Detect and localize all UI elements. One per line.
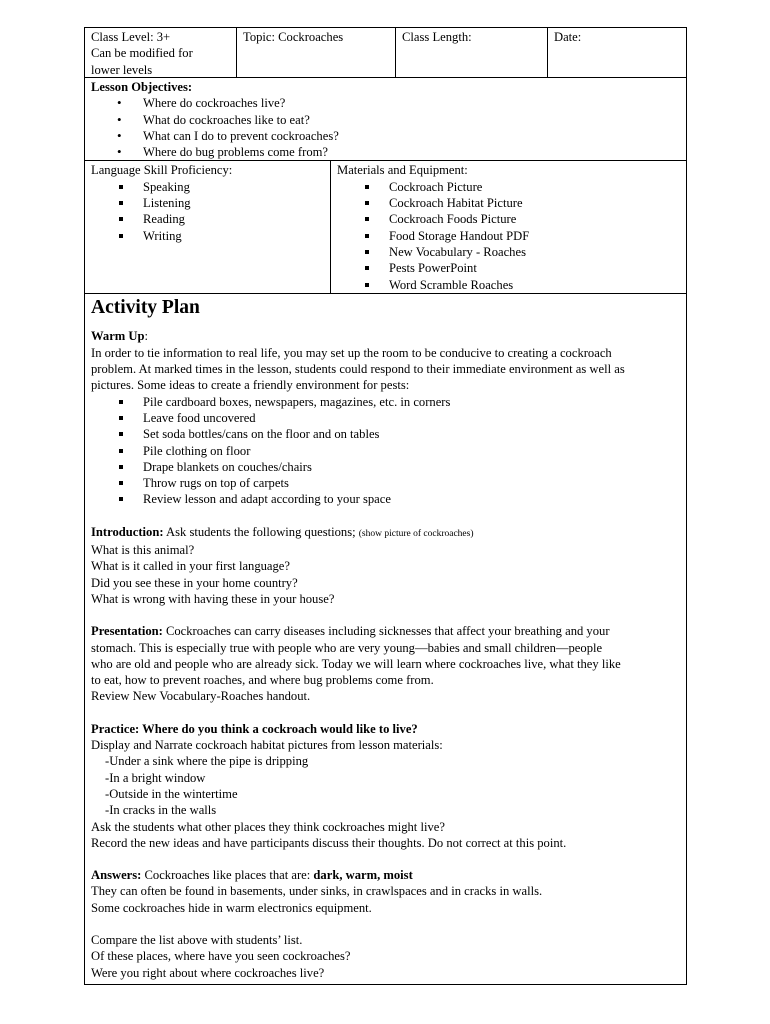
class-length-cell [395, 28, 547, 77]
list-item: New Vocabulary - Roaches [337, 244, 680, 260]
date-cell [547, 28, 686, 77]
topic-cell [236, 28, 395, 77]
answers-text: They can often be found in basements, under sinks, in crawlspaces and in cracks in walls. [91, 884, 543, 899]
practice-text: Ask the students what other places they think cockroaches might live? [91, 819, 445, 834]
activity-cell [85, 294, 686, 984]
list-item: Throw rugs on top of carpets [91, 475, 680, 491]
list-item: Drape blankets on couches/chairs [91, 459, 680, 475]
header-row [84, 27, 687, 78]
list-item: • Where do cockroaches live? [91, 95, 680, 111]
answers-label: Answers: [91, 868, 142, 883]
warmup-colon: : [144, 329, 149, 344]
question-line: What is this animal? [91, 543, 195, 558]
class-length-label: Class Length: [402, 30, 472, 44]
list-item: Food Storage Handout PDF [337, 228, 680, 244]
warmup-text: problem. At marked times in the lesson, students could respond to their immediate environment as well as [91, 362, 625, 377]
lesson-plan-document [84, 27, 687, 985]
list-item: Leave food uncovered [91, 410, 680, 426]
activity-title: Activity Plan [91, 297, 200, 319]
list-item: • What do cockroaches like to eat? [91, 112, 680, 128]
presentation-text: stomach. This is especially true with people who are very young—babies and small children—people [91, 640, 603, 655]
list-item: Writing [91, 228, 324, 244]
language-cell [85, 161, 330, 293]
list-item: Pile cardboard boxes, newspapers, magazines, etc. in corners [91, 394, 680, 410]
list-item: Set soda bottles/cans on the floor and on tables [91, 426, 680, 442]
practice-text: Display and Narrate cockroach habitat pictures from lesson materials: [91, 738, 443, 753]
topic-label: Topic: Cockroaches [243, 30, 344, 44]
practice-item: -In a bright window [105, 770, 206, 785]
objectives-list [91, 95, 680, 160]
introduction-heading [91, 524, 680, 542]
compare-text: Of these places, where have you seen cockroaches? [91, 949, 351, 964]
presentation-heading [91, 623, 680, 639]
class-level-note: Can be modified for [91, 46, 193, 61]
warmup-list [91, 394, 680, 508]
compare-text: Compare the list above with students’ list. [91, 932, 303, 947]
list-item: Pests PowerPoint [337, 260, 680, 276]
answers-text: Cockroaches like places that are: [141, 868, 314, 883]
answers-text: Some cockroaches hide in warm electronics equipment. [91, 900, 372, 915]
list-item: Review lesson and adapt according to your space [91, 491, 680, 507]
question-line: What is wrong with having these in your house? [91, 591, 335, 606]
skills-materials-row [84, 161, 687, 294]
date-label: Date: [554, 30, 582, 44]
language-title: Language Skill Proficiency: [91, 163, 233, 178]
presentation-text: who are old and people who are already sick. Today we will learn where cockroaches live, what they like [91, 656, 621, 671]
practice-item: -Outside in the wintertime [105, 786, 238, 801]
answers-heading [91, 867, 680, 883]
warmup-heading [91, 328, 680, 344]
presentation-text: Review New Vocabulary-Roaches handout. [91, 689, 311, 704]
list-item: • Where do bug problems come from? [91, 144, 680, 160]
warmup-text: pictures. Some ideas to create a friendly environment for pests: [91, 378, 410, 393]
materials-cell [330, 161, 686, 293]
introduction-note: (show picture of cockroaches) [358, 528, 474, 539]
answers-bold: dark, warm, moist [313, 868, 413, 883]
list-item: Speaking [91, 179, 324, 195]
practice-item: -In cracks in the walls [105, 803, 217, 818]
language-list [91, 179, 324, 244]
list-item: Cockroach Habitat Picture [337, 195, 680, 211]
list-item: • What can I do to prevent cockroaches? [91, 128, 680, 144]
question-line: What is it called in your first language? [91, 559, 290, 574]
presentation-label: Presentation: [91, 624, 163, 639]
practice-heading: Practice: Where do you think a cockroach would like to live? [91, 721, 418, 736]
question-line: Did you see these in your home country? [91, 575, 298, 590]
objectives-row [84, 78, 687, 161]
warmup-text: In order to tie information to real life, you may set up the room to be conducive to creating a cockroach [91, 345, 612, 360]
list-item: Word Scramble Roaches [337, 277, 680, 293]
list-item: Reading [91, 211, 324, 227]
activity-row [84, 294, 687, 985]
list-item: Pile clothing on floor [91, 443, 680, 459]
presentation-text: to eat, how to prevent roaches, and where bug problems come from. [91, 673, 434, 688]
materials-list [337, 179, 680, 293]
presentation-text: Cockroaches can carry diseases including sicknesses that affect your breathing and your [162, 624, 610, 639]
objectives-title: Lesson Objectives: [91, 80, 193, 94]
objectives-cell [85, 78, 686, 160]
class-level-label: Class Level: 3+ [91, 30, 171, 44]
class-level-cell [85, 28, 236, 77]
list-item: Cockroach Picture [337, 179, 680, 195]
warmup-label: Warm Up [91, 329, 145, 344]
introduction-label: Introduction: [91, 524, 164, 539]
list-item: Cockroach Foods Picture [337, 211, 680, 227]
materials-title: Materials and Equipment: [337, 163, 468, 178]
practice-text: Record the new ideas and have participants discuss their thoughts. Do not correct at this point. [91, 835, 567, 850]
practice-item: -Under a sink where the pipe is dripping [105, 754, 309, 769]
compare-text: Were you right about where cockroaches live? [91, 965, 325, 980]
list-item: Listening [91, 195, 324, 211]
class-level-note: lower levels [91, 62, 153, 77]
introduction-text: Ask students the following questions; [163, 524, 356, 539]
